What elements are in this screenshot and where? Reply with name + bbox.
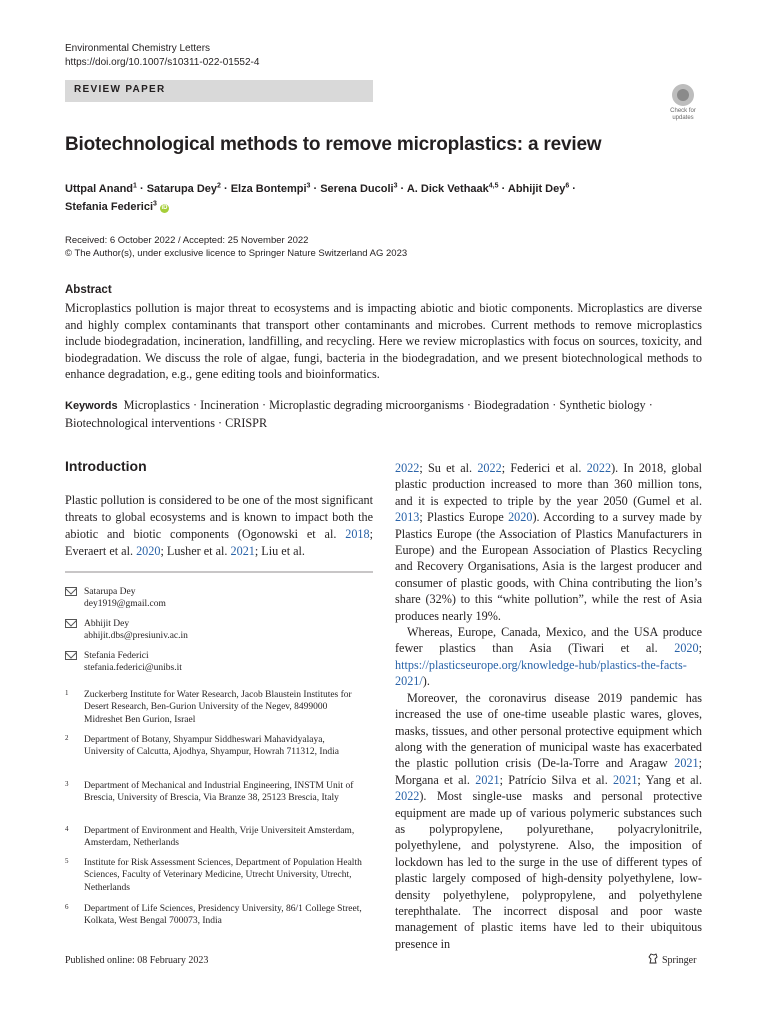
author-separator: · bbox=[136, 182, 147, 195]
journal-name: Environmental Chemistry Letters bbox=[65, 43, 211, 54]
text-run: ). Most single-use masks and personal protective equipment are made up of various polymeric substances such as polypropylene, polyurethane, polyacrylonitrile, polyethylene, and polystyrene. Also, the imposition of lockdown has led to the surge in the use of different types of plastic largely composed of high-density polyethylene, low-density polyethylene, polypropylene, and polyethylene terephthalate. The incorrect disposal and poor waste management of plastic items have led to their ubiquitous presence in bbox=[395, 789, 702, 951]
text-run: ; Yang et al. bbox=[637, 772, 702, 787]
article-type-label: REVIEW PAPER bbox=[74, 84, 166, 95]
author-name: A. Dick Vethaak bbox=[406, 182, 489, 195]
author-name: Abhijit Dey bbox=[507, 182, 566, 195]
orcid-icon[interactable]: iD bbox=[161, 205, 168, 212]
keywords-block bbox=[65, 397, 702, 431]
intro-paragraph-2 bbox=[395, 624, 702, 690]
text-run: ; bbox=[698, 641, 702, 656]
affiliation-text: Department of Mechanical and Industrial Engineering, INSTM Unit of Brescia, University of Brescia, Via Branze 38, 25123 Brescia, Italy bbox=[84, 781, 354, 804]
publisher-name: Springer bbox=[662, 955, 697, 966]
published-date: Published online: 08 February 2023 bbox=[65, 955, 209, 966]
check-for-updates-badge[interactable] bbox=[664, 84, 702, 124]
citation-link[interactable]: 2018 bbox=[345, 527, 370, 541]
text-run: ; Morgana et al. bbox=[395, 756, 702, 787]
article-title: Biotechnological methods to remove microplastics: a review bbox=[65, 134, 602, 155]
affiliation-text: Zuckerberg Institute for Water Research, Jacob Blaustein Institutes for Desert Research, Ben-Gurion University of the Negev, 8499000 Midreshet Ben Gurion, Israel bbox=[84, 690, 352, 725]
text-run: Plastic pollution is considered to be one of the most significant threats to global ecosystems and is known to impact both the abiotic and biotic components (Ogonowski et al. bbox=[65, 493, 373, 541]
affiliation-text: Department of Life Sciences, Presidency University, 86/1 College Street, Kolkata, West Bengal 700073, India bbox=[84, 904, 362, 927]
copyright-line: © The Author(s), under exclusive licence to Springer Nature Switzerland AG 2023 bbox=[65, 248, 408, 259]
keywords-label: Keywords bbox=[65, 400, 118, 412]
article-type-banner bbox=[65, 80, 373, 102]
author-name: Serena Ducoli bbox=[320, 182, 394, 195]
citation-link[interactable]: 2020 bbox=[508, 510, 533, 525]
corresponding-author-email[interactable]: abhijit.dbs@presiuniv.ac.in bbox=[84, 631, 188, 642]
abstract-text: Microplastics pollution is major threat to ecosystems and is impacting abiotic and biotic components. Microplastics are diverse and highly complex contaminants that transport other contaminants and microbes. Current methods to remove microplastics include biodegradation, incineration, landfilling, and recycling. Here we review microplastics with focus on sources, toxicity, and biodegradation. We discuss the role of algae, fungi, bacteria in the biodegradation, and we present biotechnological methods to enhance degradation, e.g., gene editing tools and bioinformatics. bbox=[65, 301, 702, 381]
text-run: ). According to a survey made by Plastics Europe (the Association of Plastics Manufacturers in Europe) and the European Association of Plastics Recycling and Recovery Organisations, Asia is the largest producer and consumer of plastic goods, with China contributing the lion’s share (32%) to this “white pollution”, while the rest of Asia produces nearly 19%. bbox=[395, 510, 702, 623]
badge-line1: Check for bbox=[670, 108, 696, 114]
citation-link[interactable]: 2020 bbox=[674, 641, 699, 656]
text-run: Whereas, Europe, Canada, Mexico, and the USA produce fewer plastics than Asia (Tiwari et al. bbox=[395, 625, 702, 656]
text-run: ; Federici et al. bbox=[501, 461, 587, 475]
citation-link[interactable]: 2013 bbox=[395, 510, 420, 525]
author-separator: · bbox=[220, 182, 231, 195]
introduction-heading: Introduction bbox=[65, 458, 147, 474]
citation-link[interactable]: 2021 bbox=[475, 772, 500, 787]
affiliation-number: 1 bbox=[65, 689, 69, 697]
affiliation-number: 4 bbox=[65, 825, 69, 833]
publisher-logo bbox=[648, 953, 696, 966]
intro-paragraph-1 bbox=[395, 460, 702, 624]
author-affiliation-marker: 1 bbox=[133, 182, 137, 189]
author-separator: · bbox=[569, 182, 576, 195]
corresponding-author-email[interactable]: stefania.federici@unibs.it bbox=[84, 663, 182, 674]
intro-paragraph-3 bbox=[395, 690, 702, 953]
text-run: Moreover, the coronavirus disease 2019 pandemic has increased the use of one-time useable plastic wares, gloves, masks, tissues, and other personal protective equipment which along with the generation of municipal waste has exacerbated the plastic pollution crisis (De-la-Torre and Aragaw bbox=[395, 690, 702, 771]
citation-link[interactable]: 2022 bbox=[395, 789, 420, 804]
footnote-divider bbox=[65, 571, 373, 573]
badge-line2: updates bbox=[672, 114, 694, 121]
author-separator: · bbox=[498, 182, 508, 195]
text-run: ; Patrício Silva et al. bbox=[499, 772, 614, 787]
text-run: ; Su et al. bbox=[419, 461, 478, 475]
citation-link[interactable]: 2021 bbox=[674, 756, 699, 771]
update-icon bbox=[672, 84, 694, 106]
envelope-icon bbox=[65, 587, 77, 596]
affiliation-number: 6 bbox=[65, 903, 69, 911]
author-name: Stefania Federici bbox=[65, 201, 154, 214]
affiliation-text: Department of Botany, Shyampur Siddheswari Mahavidyalaya, University of Calcutta, Ajodhya, Shyampur, Howrah 711312, India bbox=[84, 735, 339, 758]
author-affiliation-marker: 3 bbox=[306, 182, 311, 189]
author-affiliation-marker: 4,5 bbox=[488, 182, 499, 189]
citation-link[interactable]: https://plasticseurope.org/knowledge-hub/plastics-the-facts-2021/ bbox=[395, 657, 687, 689]
introduction-column-left bbox=[65, 492, 373, 560]
text-run: ). bbox=[422, 674, 430, 689]
doi-link[interactable]: https://doi.org/10.1007/s10311-022-01552-4 bbox=[65, 57, 260, 68]
affiliation-number: 3 bbox=[65, 780, 69, 788]
article-dates bbox=[65, 234, 407, 260]
citation-link[interactable]: 2022 bbox=[395, 461, 420, 475]
author-affiliation-marker: 3 bbox=[393, 182, 398, 189]
citation-link[interactable]: 2022 bbox=[586, 461, 612, 475]
text-run: ; Plastics Europe bbox=[419, 510, 509, 525]
abstract-heading: Abstract bbox=[65, 284, 112, 296]
affiliation-number: 2 bbox=[65, 734, 69, 742]
author-name: Satarupa Dey bbox=[146, 182, 218, 195]
introduction-column-right bbox=[395, 460, 702, 952]
author-separator: · bbox=[310, 182, 321, 195]
corresponding-author-name: Satarupa Dey bbox=[84, 587, 136, 597]
received-accepted: Received: 6 October 2022 / Accepted: 25 November 2022 bbox=[65, 235, 309, 246]
author-name: Elza Bontempi bbox=[230, 182, 307, 195]
envelope-icon bbox=[65, 619, 77, 628]
keywords-list: Microplastics · Incineration · Microplastic degrading microorganisms · Biodegradation · Synthetic biology · Biotechnological interventions · CRISPR bbox=[65, 398, 653, 430]
text-run: ; Everaert et al. bbox=[65, 527, 373, 558]
citation-link[interactable]: 2021 bbox=[613, 772, 638, 787]
text-run: ; Lusher et al. bbox=[160, 544, 231, 558]
citation-link[interactable]: 2020 bbox=[136, 544, 161, 558]
corresponding-author-name: Stefania Federici bbox=[84, 651, 149, 661]
author-affiliation-marker: 6 bbox=[565, 182, 570, 189]
author-affiliation-marker: 2 bbox=[217, 182, 221, 189]
author-separator: · bbox=[397, 182, 407, 195]
text-run: ). In 2018, global plastic production increased to more than 360 million tons, and it is expected to triple by the year 2050 (Gumel et al. bbox=[395, 461, 702, 508]
affiliation-text: Department of Environment and Health, Vrije Universiteit Amsterdam, Amsterdam, Netherlands bbox=[84, 826, 355, 849]
springer-horse-icon bbox=[648, 953, 658, 964]
affiliation-number: 5 bbox=[65, 857, 69, 865]
author-name: Uttpal Anand bbox=[65, 182, 134, 195]
citation-link[interactable]: 2021 bbox=[230, 544, 255, 558]
affiliation-text: Institute for Risk Assessment Sciences, Department of Population Health Sciences, Faculty of Veterinary Medicine, Utrecht University, Utrecht, Netherlands bbox=[84, 858, 362, 893]
corresponding-author-name: Abhijit Dey bbox=[84, 619, 130, 629]
text-run: ; Liu et al. bbox=[254, 544, 305, 558]
envelope-icon bbox=[65, 651, 77, 660]
author-affiliation-marker: 3 bbox=[153, 200, 157, 208]
citation-link[interactable]: 2022 bbox=[477, 461, 502, 475]
corresponding-author-email[interactable]: dey1919@gmail.com bbox=[84, 599, 166, 610]
author-list bbox=[65, 178, 675, 215]
